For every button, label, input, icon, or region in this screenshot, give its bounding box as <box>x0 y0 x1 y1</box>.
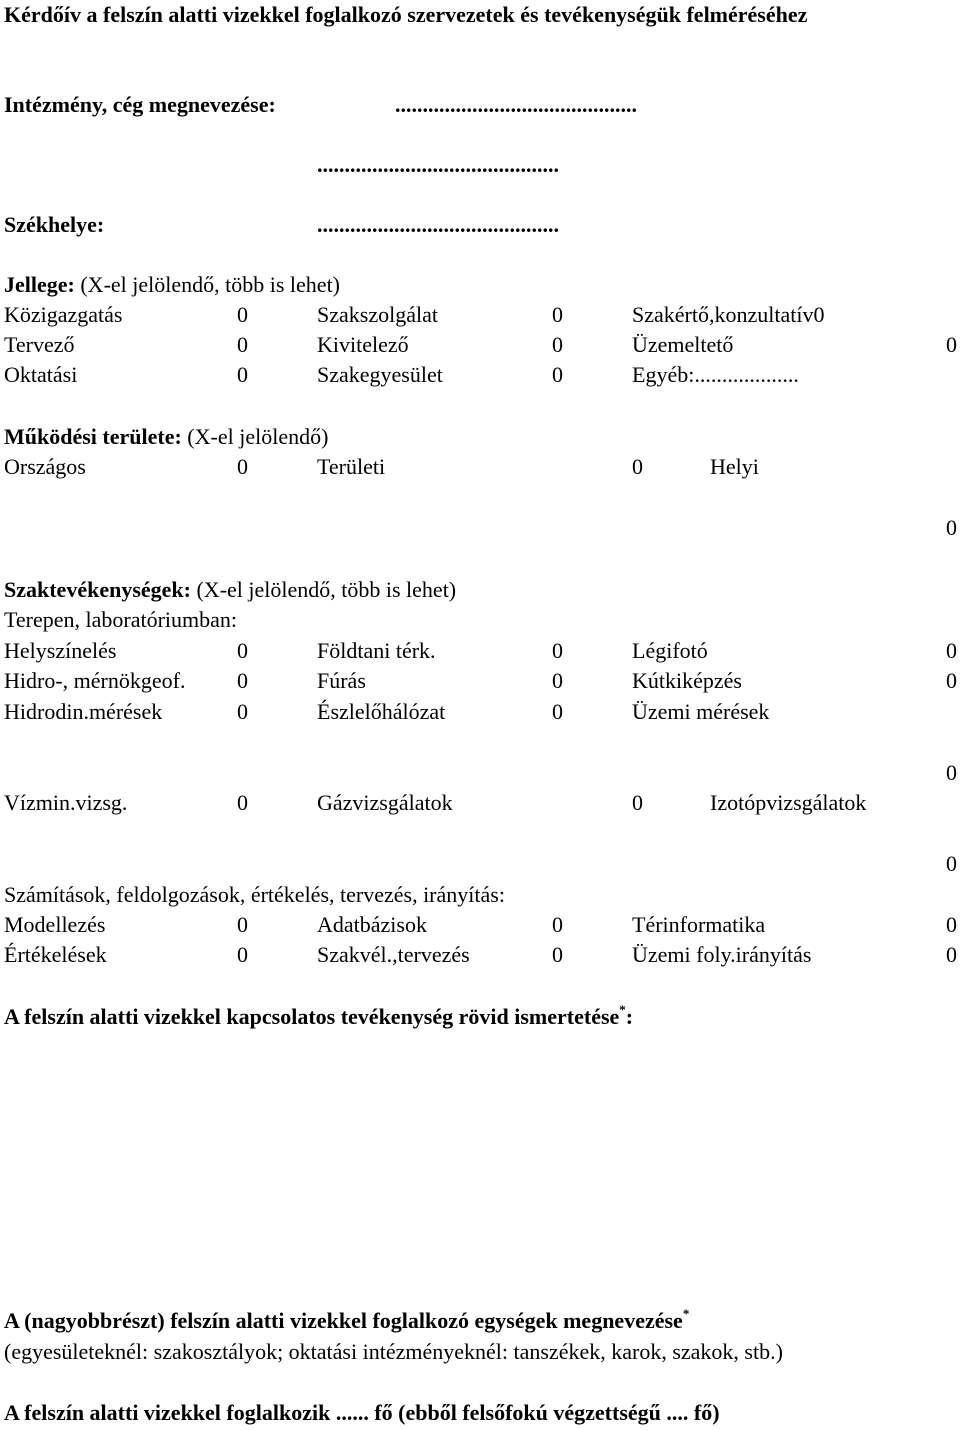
field-lab-label: Terepen, laboratóriumban: <box>4 607 238 632</box>
option-label: Szakvél.,tervezés <box>317 942 470 967</box>
option-label: Gázvizsgálatok <box>317 790 453 815</box>
option-label: Szakegyesület <box>317 362 443 387</box>
activity-row <box>0 640 960 670</box>
option-checkbox[interactable]: 0 <box>237 638 248 663</box>
option-label: Észlelőhálózat <box>317 699 446 724</box>
calc-row <box>0 944 960 974</box>
option-label: Szakszolgálat <box>317 302 438 327</box>
option-checkbox[interactable]: 0 <box>237 302 248 327</box>
page-title: Kérdőív a felszín alatti vizekkel foglalkozó szervezetek és tevékenységük felméréséhez <box>4 2 808 27</box>
option-checkbox[interactable]: 0 <box>552 638 563 663</box>
units-note: (egyesületeknél: szakosztályok; oktatási intézményeknél: tanszékek, karok, szakok, stb.) <box>4 1339 783 1364</box>
description-heading-line <box>4 1002 634 1029</box>
option-checkbox[interactable]: 0 <box>552 332 563 357</box>
option-label: Földtani térk. <box>317 638 436 663</box>
option-checkbox[interactable]: 0 <box>237 790 248 815</box>
option-label: Adatbázisok <box>317 912 427 937</box>
activities-note: (X-el jelölendő, több is lehet) <box>196 577 457 602</box>
option-checkbox[interactable]: 0 <box>552 668 563 693</box>
option-label: Üzemi mérések <box>632 699 770 724</box>
option-label: Hidro-, mérnökgeof. <box>4 668 186 693</box>
area-row <box>0 456 960 486</box>
option-label: Területi <box>317 454 386 479</box>
description-heading: A felszín alatti vizekkel kapcsolatos tevékenység rövid ismertetése <box>4 1004 620 1029</box>
option-label: Térinformatika <box>632 912 766 937</box>
units-heading-line <box>4 1306 690 1333</box>
area-heading: Működési területe: <box>4 424 182 449</box>
description-colon: : <box>625 1004 634 1029</box>
option-label: Üzemi foly.irányítás <box>632 942 812 967</box>
option-checkbox[interactable]: 0 <box>946 668 957 693</box>
option-label: Oktatási <box>4 362 78 387</box>
option-checkbox[interactable]: 0 <box>237 332 248 357</box>
seat-label: Székhelye: <box>4 212 105 237</box>
option-checkbox[interactable]: 0 <box>237 942 248 967</box>
option-label: Modellezés <box>4 912 106 937</box>
activities-heading-line <box>4 579 456 601</box>
character-row <box>0 304 960 334</box>
option-label: Légifotó <box>632 638 708 663</box>
character-row <box>0 334 960 364</box>
institution-label: Intézmény, cég megnevezése: <box>4 92 276 117</box>
seat-field[interactable]: ............................................ <box>317 212 559 237</box>
option-checkbox[interactable]: 0 <box>946 638 957 663</box>
footnote-marker: * <box>682 1306 690 1321</box>
option-label: Hidrodin.mérések <box>4 699 163 724</box>
character-heading: Jellege: <box>4 272 75 297</box>
area-heading-line <box>4 426 328 448</box>
option-checkbox[interactable]: 0 <box>946 332 957 357</box>
option-checkbox[interactable]: 0 <box>946 912 957 937</box>
option-label: Országos <box>4 454 86 479</box>
option-checkbox[interactable]: 0 <box>237 699 248 724</box>
character-row <box>0 364 960 394</box>
other-field[interactable]: Egyéb:................... <box>632 362 799 387</box>
option-checkbox[interactable]: 0 <box>552 362 563 387</box>
option-label: Kútkiképzés <box>632 668 742 693</box>
option-checkbox[interactable]: 0 <box>946 851 957 876</box>
option-checkbox[interactable]: 0 <box>237 668 248 693</box>
option-checkbox[interactable]: 0 <box>552 302 563 327</box>
option-label: Tervező <box>4 332 75 357</box>
activity-row <box>0 701 960 731</box>
option-checkbox[interactable]: 0 <box>237 912 248 937</box>
units-heading: A (nagyobbrészt) felszín alatti vizekkel foglalkozó egységek megnevezése <box>4 1308 683 1333</box>
option-checkbox[interactable]: 0 <box>632 790 643 815</box>
footnote-marker: * <box>619 1002 626 1017</box>
option-label: Helyszínelés <box>4 638 117 663</box>
area-note: (X-el jelölendő) <box>187 424 329 449</box>
option-checkbox[interactable]: 0 <box>946 515 957 540</box>
option-label: Helyi <box>710 454 759 479</box>
activity-row <box>0 670 960 700</box>
activities-heading: Szaktevékenységek: <box>4 577 191 602</box>
activity-row <box>0 792 960 822</box>
option-checkbox[interactable]: 0 <box>946 760 957 785</box>
staff-line: A felszín alatti vizekkel foglalkozik ...... fő (ebből felsőfokú végzettségű .... fő) <box>4 1400 720 1425</box>
option-checkbox[interactable]: 0 <box>552 912 563 937</box>
option-checkbox[interactable]: 0 <box>552 699 563 724</box>
calc-row <box>0 914 960 944</box>
option-label: Közigazgatás <box>4 302 123 327</box>
option-label: Vízmin.vizsg. <box>4 790 128 815</box>
option-label: Fúrás <box>317 668 366 693</box>
option-checkbox[interactable]: 0 <box>946 942 957 967</box>
option-label: Izotópvizsgálatok <box>710 790 867 815</box>
option-checkbox[interactable]: 0 <box>632 454 643 479</box>
option-label: Üzemeltető <box>632 332 734 357</box>
option-checkbox[interactable]: 0 <box>237 454 248 479</box>
option-checkbox[interactable]: 0 <box>552 942 563 967</box>
option-checkbox[interactable]: 0 <box>237 362 248 387</box>
institution-name-field-continued[interactable]: ............................................ <box>317 152 559 177</box>
option-label: Szakértő,konzultatív0 <box>632 302 825 327</box>
option-label: Értékelések <box>4 942 107 967</box>
calc-label: Számítások, feldolgozások, értékelés, tervezés, irányítás: <box>4 882 505 907</box>
option-label: Kivitelező <box>317 332 409 357</box>
character-note: (X-el jelölendő, több is lehet) <box>80 272 341 297</box>
institution-name-field[interactable]: ............................................ <box>395 92 637 117</box>
character-heading-line <box>4 274 340 296</box>
